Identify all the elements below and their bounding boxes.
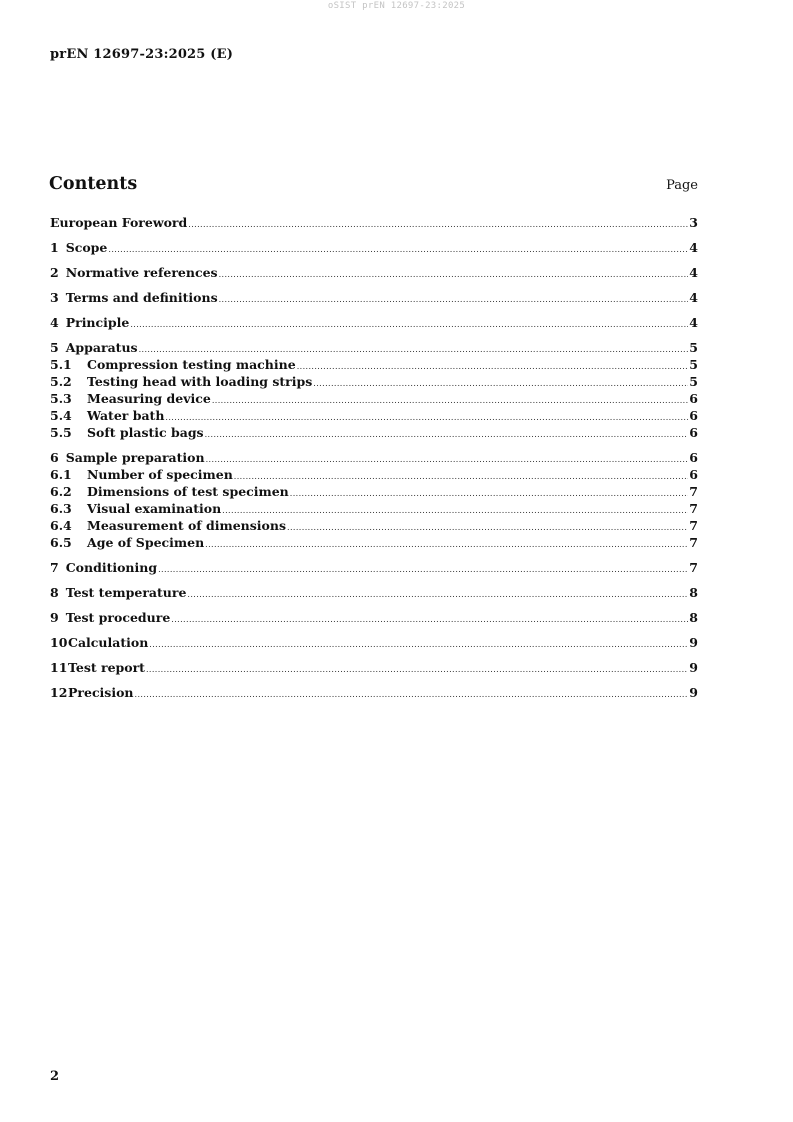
toc-dot-leader — [149, 636, 688, 651]
toc-dot-leader — [205, 426, 689, 441]
toc-dot-leader — [130, 316, 688, 331]
toc-entry-title: Measurement of dimensions — [87, 518, 287, 533]
toc-entry-page: 7 — [689, 560, 698, 575]
toc-entry-page: 9 — [689, 635, 698, 650]
toc-entry-number: 5.1 — [50, 357, 72, 372]
toc-entry-title: Age of Specimen — [87, 535, 205, 550]
toc-entry-age-of-specimen[interactable] — [50, 534, 698, 551]
toc-entry-number: 9 — [50, 610, 59, 625]
toc-dot-leader — [135, 686, 689, 701]
toc-entry-number: 6.2 — [50, 484, 72, 499]
toc-entry-principle[interactable] — [50, 314, 698, 331]
toc-dot-leader — [108, 241, 688, 256]
toc-entry-terms-and-definitions[interactable] — [50, 289, 698, 306]
toc-entry-page: 6 — [689, 391, 698, 406]
toc-entry-number: 6.1 — [50, 467, 72, 482]
toc-entry-number: 5.5 — [50, 425, 72, 440]
toc-dot-leader — [212, 392, 688, 407]
toc-entry-number: 1 — [50, 240, 59, 255]
toc-entry-number: 8 — [50, 585, 59, 600]
toc-dot-leader — [287, 519, 688, 534]
toc-entry-page: 7 — [689, 535, 698, 550]
toc-entry-title: Number of specimen — [87, 467, 233, 482]
toc-dot-leader — [139, 341, 689, 356]
toc-entry-water-bath[interactable] — [50, 407, 698, 424]
toc-entry-number-of-specimen[interactable] — [50, 466, 698, 483]
toc-entry-title: Apparatus — [65, 340, 138, 355]
toc-entry-page: 7 — [689, 501, 698, 516]
toc-entry-number: 6.5 — [50, 535, 72, 550]
toc-entry-page: 5 — [689, 340, 698, 355]
toc-dot-leader — [219, 266, 689, 281]
toc-entry-title: Dimensions of test specimen — [87, 484, 289, 499]
toc-entry-title: Precision — [68, 685, 134, 700]
toc-entry-page: 8 — [689, 585, 698, 600]
toc-entry-test-procedure[interactable] — [50, 609, 698, 626]
page-column-label: Page — [666, 178, 698, 193]
toc-entry-sample-preparation[interactable] — [50, 449, 698, 466]
toc-entry-title: European Foreword — [50, 215, 188, 230]
toc-entry-title: Visual examination — [87, 501, 222, 516]
toc-entry-page: 6 — [689, 450, 698, 465]
toc-entry-title: Conditioning — [65, 560, 158, 575]
page-number: 2 — [50, 1069, 60, 1084]
toc-entry-title: Sample preparation — [65, 450, 205, 465]
toc-dot-leader — [297, 358, 689, 373]
toc-entry-number: 5.2 — [50, 374, 72, 389]
toc-entry-conditioning[interactable] — [50, 559, 698, 576]
toc-entry-number: 5 — [50, 340, 59, 355]
toc-entry-number: 3 — [50, 290, 59, 305]
toc-entry-page: 4 — [689, 265, 698, 280]
toc-dot-leader — [146, 661, 688, 676]
toc-dot-leader — [206, 451, 689, 466]
toc-entry-title: Soft plastic bags — [87, 425, 204, 440]
toc-entry-number: 6 — [50, 450, 59, 465]
document-id: prEN 12697-23:2025 (E) — [50, 47, 234, 62]
toc-entry-page: 4 — [689, 315, 698, 330]
toc-entry-page: 6 — [689, 467, 698, 482]
toc-entry-page: 5 — [689, 374, 698, 389]
toc-entry-title: Measuring device — [87, 391, 211, 406]
toc-entry-number: 5.4 — [50, 408, 72, 423]
toc-entry-number: 7 — [50, 560, 59, 575]
toc-entry-apparatus[interactable] — [50, 339, 698, 356]
toc-entry-number: 6.4 — [50, 518, 72, 533]
toc-entry-measuring-device[interactable] — [50, 390, 698, 407]
toc-dot-leader — [171, 611, 688, 626]
toc-entry-test-temperature[interactable] — [50, 584, 698, 601]
toc-entry-calculation[interactable] — [50, 634, 698, 651]
toc-entry-measurement-of-dimensions[interactable] — [50, 517, 698, 534]
toc-dot-leader — [234, 468, 689, 483]
toc-dot-leader — [313, 375, 688, 390]
toc-entry-page: 5 — [689, 357, 698, 372]
toc-dot-leader — [188, 216, 688, 231]
toc-entry-page: 3 — [689, 215, 698, 230]
contents-heading: Contents — [49, 174, 138, 194]
toc-entry-page: 6 — [689, 408, 698, 423]
toc-entry-scope[interactable] — [50, 239, 698, 256]
toc-entry-title: Principle — [65, 315, 130, 330]
table-of-contents — [50, 214, 698, 701]
toc-dot-leader — [158, 561, 688, 576]
toc-entry-page: 6 — [689, 425, 698, 440]
toc-entry-normative-references[interactable] — [50, 264, 698, 281]
toc-entry-compression-testing-machine[interactable] — [50, 356, 698, 373]
toc-entry-page: 8 — [689, 610, 698, 625]
toc-dot-leader — [165, 409, 688, 424]
toc-dot-leader — [219, 291, 689, 306]
toc-entry-visual-examination[interactable] — [50, 500, 698, 517]
toc-entry-title: Test temperature — [65, 585, 187, 600]
toc-entry-page: 4 — [689, 290, 698, 305]
toc-entry-number: 6.3 — [50, 501, 72, 516]
toc-dot-leader — [222, 502, 688, 517]
toc-entry-title: Testing head with loading strips — [87, 374, 313, 389]
toc-entry-page: 9 — [689, 685, 698, 700]
toc-entry-title: Compression testing machine — [87, 357, 296, 372]
toc-entry-title: Test report — [68, 660, 145, 675]
toc-entry-number: 4 — [50, 315, 59, 330]
toc-entry-title: Terms and definitions — [65, 290, 218, 305]
toc-entry-test-report[interactable] — [50, 659, 698, 676]
toc-entry-number: 10 — [50, 635, 68, 650]
toc-entry-page: 7 — [689, 518, 698, 533]
toc-entry-title: Test procedure — [65, 610, 171, 625]
toc-entry-number: 11 — [50, 660, 68, 675]
toc-entry-title: Scope — [65, 240, 108, 255]
toc-entry-number: 2 — [50, 265, 59, 280]
toc-entry-title: Normative references — [65, 265, 218, 280]
toc-entry-european-foreword[interactable] — [50, 214, 698, 231]
toc-entry-title: Calculation — [68, 635, 149, 650]
watermark: oSIST prEN 12697-23:2025 — [327, 1, 466, 11]
toc-dot-leader — [187, 586, 688, 601]
toc-entry-precision[interactable] — [50, 684, 698, 701]
toc-entry-page: 4 — [689, 240, 698, 255]
toc-dot-leader — [205, 536, 688, 551]
toc-entry-number: 12 — [50, 685, 68, 700]
toc-entry-title: Water bath — [87, 408, 165, 423]
toc-entry-number: 5.3 — [50, 391, 72, 406]
toc-entry-dimensions-of-test-specimen[interactable] — [50, 483, 698, 500]
toc-dot-leader — [290, 485, 689, 500]
toc-entry-page: 9 — [689, 660, 698, 675]
toc-entry-soft-plastic-bags[interactable] — [50, 424, 698, 441]
toc-entry-page: 7 — [689, 484, 698, 499]
toc-entry-testing-head[interactable] — [50, 373, 698, 390]
